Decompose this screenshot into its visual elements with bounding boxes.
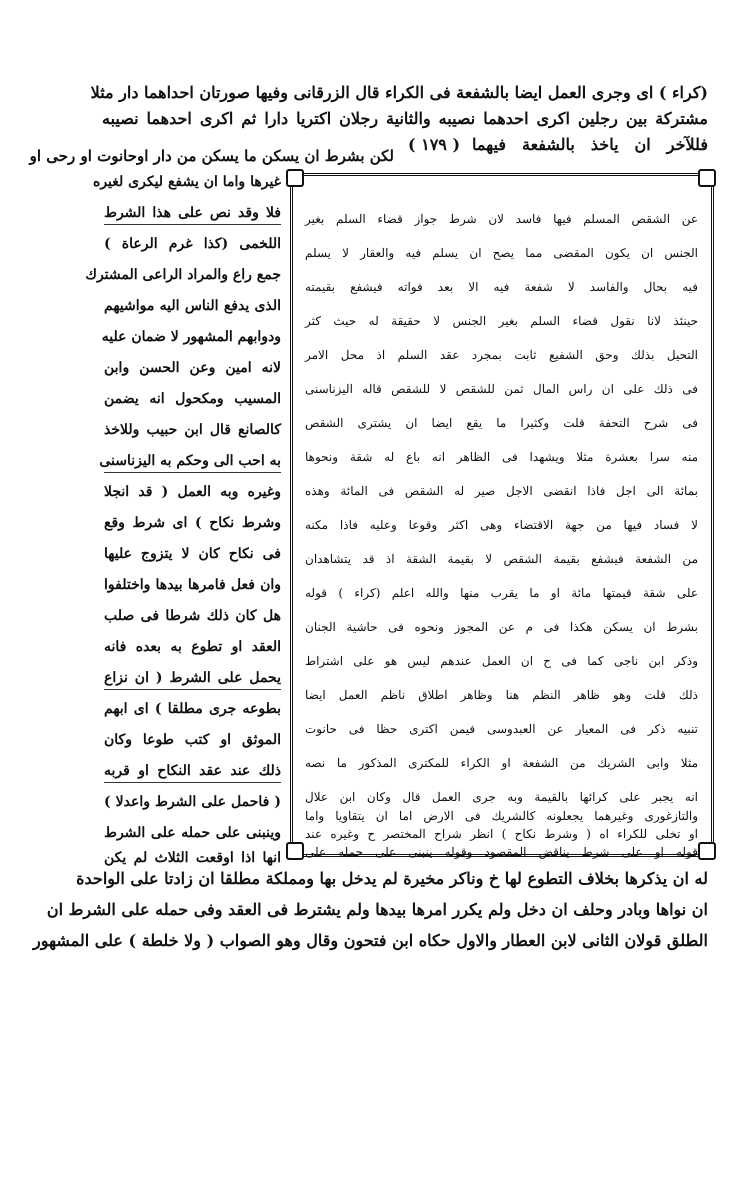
inner-line: بشرط ان يسكن هكذا فى م عن المجوز ونحوه فى حاشية الجنان [305,620,698,634]
inner-line: حينئذ لانا نقول قضاء السلم بغير الجنس لا حقيقة له حيث كثر [305,314,698,328]
header-line-3-tail: لكن بشرط ان يسكن ما يسكن من دار اوحانوت او رحى او [29,147,394,165]
inner-line: فى شرح التحفة قلت وكثيرا ما يقع ايضا ان يشترى الشقص [305,416,698,430]
inner-line: فيه بحال والفاسد لا شفعة فيه الا بعد فواته فيشفع بقيمته [305,280,698,294]
margin-line: فى نكاح كان لا يتزوج عليها [104,546,281,562]
inner-line: بمائة الى اجل فاذا انقضى الاجل صير له الشقص فى المائة وهذه [305,484,698,498]
margin-line: بطوعه جرى مطلقا ) اى ابهم [104,701,281,717]
margin-line: العقد او تطوع به بعده فانه [104,639,281,655]
inner-line: تنبيه ذكر فى المعيار عن العبدوسى فيمن اكترى حظا فى حانوت [305,722,698,736]
inner-line: منه سرا بعشرة مثلا ويشهدا فى الظاهر انه باع له شقة ونحوها [305,450,698,464]
inner-line: من الشفعة فيشفع بقيمة الشقص لا بقيمة الشقة اذ قد يتشاهدان [305,552,698,566]
inner-line: عن الشقص المسلم فيها فاسد لان شرط جواز قضاء السلم بغير [305,212,698,226]
inner-line: انه يجبر على كرائها بالقيمة وبه جرى العمل قال وكان ابن علال [305,790,698,804]
margin-line: وشرط نكاح ) اى شرط وقع [104,515,281,531]
margin-line: وان فعل فامرها بيدها واختلفوا [104,577,281,593]
inner-line: ذلك قلت وهو ظاهر النظم هنا وظاهر اطلاق ناظم العمل ايضا [305,688,698,702]
footer-line-2: ان نواها وبادر وحلف ان دخل ولم يكرر امرها بيدها ولم يشترط فى العقد وفى حمله على الشرط ان [46,900,708,919]
margin-line: ذلك عند عقد النكاح او قربه [104,763,281,779]
margin-line: ودوابهم المشهور لا ضمان عليه [101,329,281,345]
margin-separator [104,472,281,473]
header-line-2: مشتركة بين رجلين اكرى احدهما نصيبه والثانية رجلان اكتريا دارا ثم اكرى احدهما نصيبه [102,109,709,128]
margin-line: لانه امين وعن الحسن وابن [104,360,281,376]
margin-separator [104,689,281,690]
margin-line: الموثق او كتب طوعا وكان [104,732,281,748]
inner-line: على شقة قيمتها مائة او ما يقرب منها والله اعلم (كراء ) قوله [305,586,698,600]
margin-line: فلا وقد نص على هذا الشرط [104,205,281,221]
margin-line: وغيره وبه العمل ( قد انجلا [104,484,281,500]
header-line-1: (كراء ) اى وجرى العمل ايضا بالشفعة فى الكراء قال الزرقانى وفيها صورتان احداهما دار مثلا [90,83,708,102]
inner-line: فى ذلك على ان راس المال ثمن للشقص لا للشقص قاله اليزناسنى [305,382,698,396]
margin-separator [104,224,281,225]
margin-line: ( فاحمل على الشرط واعدلا ) [104,794,281,810]
frame-ornament [286,169,304,187]
inner-line: قوله او على شرط يناقض المقصود وقوله ينبنى على حمله على [305,845,698,859]
frame-ornament [698,169,716,187]
margin-line: كالصانع قال ابن حبيب وللاخذ [104,422,281,438]
inner-line: لا فساد فيها من جهة الاقتضاء وهى اكثر وقوعا وعليه فاذا مكنه [305,518,698,532]
margin-line: يحمل على الشرط ( ان نزاع [104,670,281,686]
margin-line: المسيب ومكحول انه يضمن [104,391,281,407]
frame-ornament [698,842,716,860]
margin-separator [104,782,281,783]
footer-line-1: له ان يذكرها بخلاف التطوع لها خ وناكر مخيرة لم يدخل بها ومملكة مطلقا ان زادتا على الواحدة [76,869,708,888]
margin-line: هل كان ذلك شرطا فى صلب [104,608,281,624]
page-number: ( ١٧٩ ) [407,135,461,154]
inner-line: والتازغورى وغيرهما يجعلونه كالشريك فى الارض اما ان يتقاويا واما [305,809,698,823]
frame-ornament [286,842,304,860]
header-line-3: فللآخر ان ياخذ بالشفعة فيهما [472,135,708,154]
inner-line: التحيل بذلك وحق الشفيع ثابت بمجرد عقد السلم اذ محل الامر [305,348,698,362]
margin-line: غيرها واما ان يشفع ليكرى لغيره [92,174,281,190]
margin-line: به احب الى وحكم به اليزناسنى [99,453,281,469]
inner-line: وذكر ابن ناجى كما فى ح ان العمل عندهم ليس هو على اشتراط [305,654,698,668]
margin-line: وينبنى على حمله على الشرط [104,825,281,841]
margin-line: الذى يدفع الناس اليه مواشيهم [104,298,281,314]
margin-line: جمع راع والمراد الراعى المشترك [85,267,281,283]
margin-line: انها اذا اوقعت الثلاث لم يكن [104,850,281,866]
inner-line: الجنس ان يكون المقضى مما يصح ان يسلم فيه والعقار لا يسلم [305,246,698,260]
footer-line-3: الطلق قولان الثانى لابن العطار والاول حكاه ابن فتحون وقال وهو الصواب ( ولا خلطة ) على المشهور [33,931,708,950]
inner-line: مثلا وابى الشريك من الشفعة او الكراء للمكترى المذكور ما نصه [305,756,698,770]
margin-line: اللخمى (كذا غرم الرعاة ) [104,236,281,252]
inner-line: او تخلى للكراء اه ( وشرط نكاح ) انظر شراح المختصر ح وغيره عند [305,827,698,841]
